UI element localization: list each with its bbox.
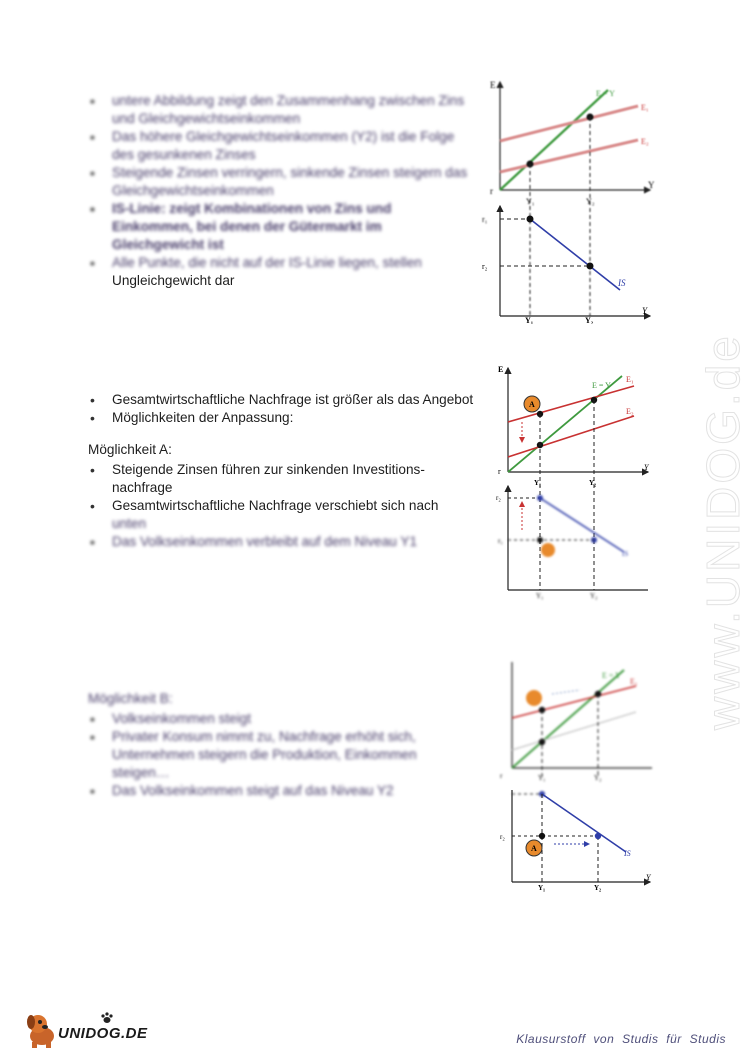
- list-item: • Alle Punkte, die nicht auf der IS-Linie liegen, stellen: [88, 254, 468, 272]
- r2-label: r₂: [496, 494, 501, 502]
- list-item: • Das Volkseinkommen steigt auf das Niveau Y2: [88, 782, 468, 800]
- r1-label: r₁: [498, 537, 503, 545]
- is-point-1: [527, 216, 534, 223]
- line-45-degree: [500, 90, 608, 190]
- y2-upper-label: Y₂: [589, 479, 597, 487]
- y-axis-label: Y: [648, 180, 655, 190]
- marker-b: [541, 543, 555, 557]
- paw-icon: [100, 1012, 114, 1024]
- y1-upper-label: Y₁: [534, 479, 542, 487]
- list-item: • Privater Konsum nimmt zu, Nachfrage erhöht sich, Unternehmen steigern die Produktion, Einkommen steigen…: [88, 728, 468, 782]
- e2-line: [500, 140, 638, 172]
- e-axis-label: E: [498, 365, 504, 374]
- line-45-degree: [508, 376, 622, 472]
- r2-label: r₂: [500, 833, 505, 841]
- list-item: • IS-Linie: zeigt Kombinationen von Zins und Einkommen, bei denen der Gütermarkt im Gleichgewicht ist: [88, 200, 468, 254]
- e1-label: E₁: [626, 375, 634, 384]
- y1-label: Y₁: [536, 592, 544, 600]
- list-item: • untere Abbildung zeigt den Zusammenhang zwischen Zins und Gleichgewichtseinkommen: [88, 92, 468, 128]
- diagram-is-curve-3: [492, 656, 664, 896]
- list-item: • Möglichkeiten der Anpassung:: [88, 409, 478, 427]
- diagram-is-curve-1: [478, 76, 668, 324]
- r2-label: r₂: [482, 262, 488, 271]
- section-1-text: [88, 92, 468, 290]
- is-label: IS: [622, 550, 629, 558]
- line-45-label: E = Y: [596, 89, 615, 98]
- e2-line: [508, 416, 634, 457]
- y2-label: Y₂: [594, 884, 602, 892]
- unidog-logo[interactable]: [24, 1010, 154, 1050]
- e2-label: E₂: [641, 137, 649, 146]
- section-3-text: [88, 690, 468, 800]
- y-axis-label-lower: Y: [642, 306, 648, 316]
- origin-label: r: [500, 772, 503, 780]
- marker-a-label: A: [529, 400, 535, 409]
- y-axis-label: Y: [646, 873, 651, 882]
- origin-label: r: [498, 467, 501, 476]
- subheading-option-b: Möglichkeit B:: [88, 691, 173, 706]
- list-item: • Das Volkseinkommen verbleibt auf dem Niveau Y1: [88, 533, 478, 551]
- is-curve: [540, 498, 624, 552]
- e1-label: E₁: [641, 103, 649, 112]
- e-axis-label: E: [490, 80, 496, 90]
- y2-label: Y₂: [585, 316, 594, 324]
- line-45-label: E = Y: [602, 671, 621, 680]
- is-label: IS: [624, 849, 631, 858]
- is-curve: [530, 219, 620, 290]
- origin-label: r: [490, 186, 493, 196]
- section-2-text: [88, 391, 478, 551]
- marker-a-label: A: [531, 844, 537, 853]
- watermark: www.UNIDOG.de: [697, 333, 749, 730]
- list-item: • Das höhere Gleichgewichtseinkommen (Y2) ist die Folge des gesunkenen Zinses: [88, 128, 468, 164]
- list-item-tail: Ungleichgewicht dar: [112, 273, 235, 288]
- footer-tagline: Klausurstoff von Studis für Studis: [516, 1032, 726, 1046]
- is-label: IS: [618, 278, 626, 288]
- is-point-2: [595, 833, 601, 839]
- subheading-option-a: Möglichkeit A:: [88, 442, 172, 457]
- line-45-degree: [512, 670, 624, 768]
- y-axis-label: Y: [644, 463, 649, 472]
- y1-label: Y₁: [538, 884, 546, 892]
- e2-line: [512, 712, 636, 750]
- list-item: • Gesamtwirtschaftliche Nachfrage ist größer als das Angebot: [88, 391, 478, 409]
- y1-upper-label: Y₁: [538, 774, 546, 782]
- logo-text: UNIDOG.DE: [58, 1025, 148, 1042]
- r1-label: r₁: [482, 215, 488, 224]
- marker-b: [526, 690, 542, 706]
- list-item: • Steigende Zinsen verringern, sinkende Zinsen steigern das Gleichgewichtseinkommen: [88, 164, 468, 200]
- y1-upper-label: Y₁: [526, 197, 535, 206]
- e1-line: [500, 106, 638, 141]
- e1-label: E₁: [630, 677, 638, 686]
- y1-label: Y₁: [525, 316, 534, 324]
- list-item: • Gesamtwirtschaftliche Nachfrage verschiebt sich nach: [88, 497, 478, 515]
- diagram-is-curve-2: [484, 362, 664, 602]
- e2-label: E₂: [626, 407, 634, 416]
- y2-label: Y₂: [590, 592, 598, 600]
- list-item: • Steigende Zinsen führen zur sinkenden Investitions-nachfrage: [88, 461, 478, 497]
- line-45-label: E = Y: [592, 381, 611, 390]
- list-item: • Volkseinkommen steigt: [88, 710, 468, 728]
- is-point-a: [539, 833, 545, 839]
- is-point-2: [587, 263, 594, 270]
- is-point-1: [537, 495, 543, 501]
- list-item-tail: unten: [112, 516, 147, 531]
- y2-upper-label: Y₂: [586, 197, 595, 206]
- y2-upper-label: Y₂: [594, 774, 602, 782]
